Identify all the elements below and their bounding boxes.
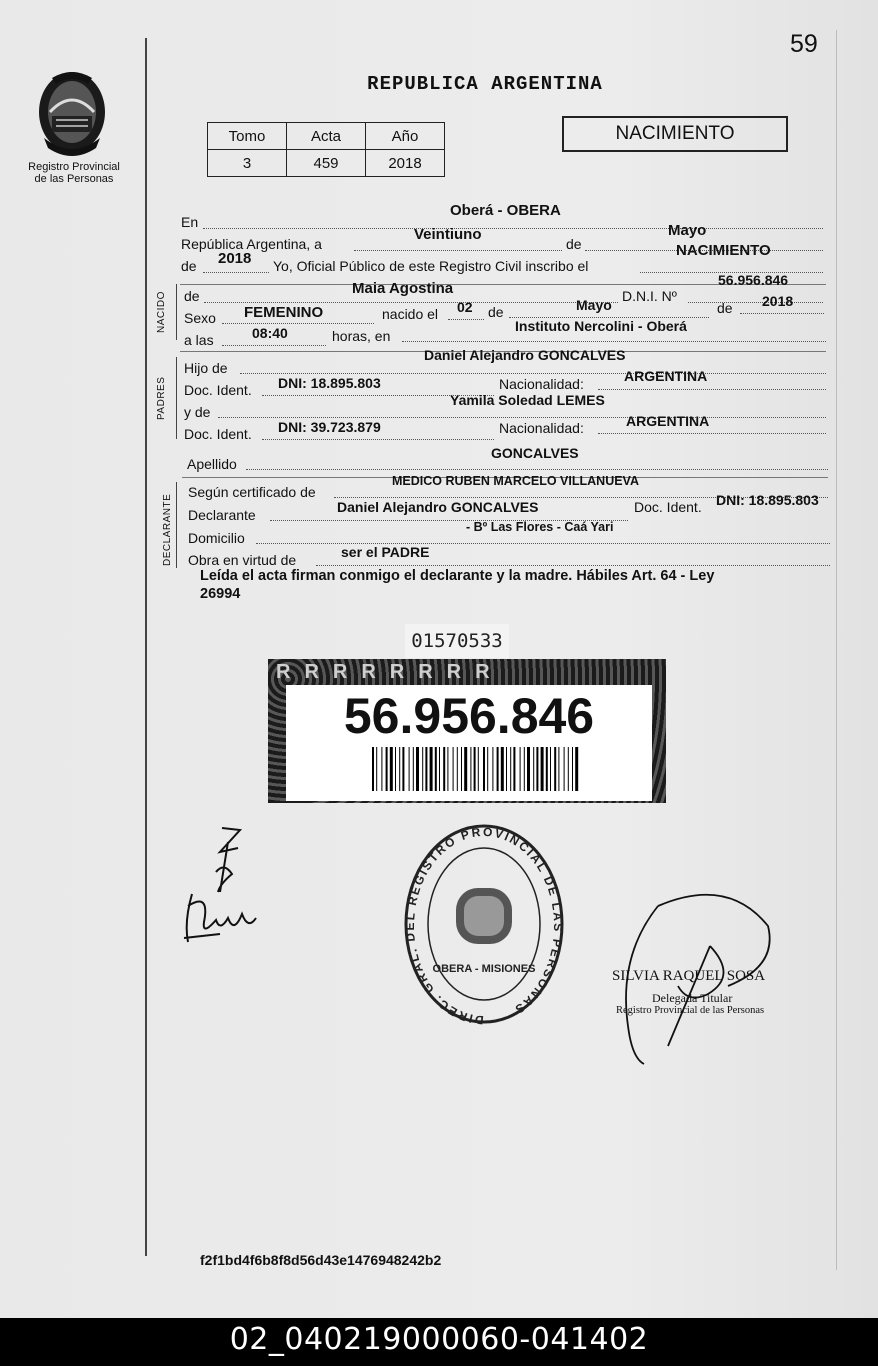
barcode	[372, 747, 582, 791]
acta-value: 459	[287, 150, 366, 177]
yo-text: Yo, Oficial Público de este Registro Civil inscribo el	[273, 258, 589, 274]
declarante-label: Declarante	[188, 507, 256, 523]
domicilio-label: Domicilio	[188, 530, 245, 546]
dotted-line	[203, 272, 269, 273]
de-label: de	[566, 236, 582, 252]
document-hash: f2f1bd4f6b8f8d56d43e1476948242b2	[200, 1252, 442, 1268]
section-bracket	[176, 482, 177, 568]
birth-month-value: Mayo	[576, 297, 612, 313]
nacido-el-label: nacido el	[382, 306, 439, 322]
serial-stamp: 01570533	[405, 624, 509, 658]
closing-note: Leída el acta firman conmigo el declarante y la madre. Hábiles Art. 64 - Ley 26994	[200, 568, 715, 602]
day-value: Veintiuno	[414, 226, 482, 243]
tomo-value: 3	[208, 150, 287, 177]
birth-place-value: Instituto Nercolini - Oberá	[515, 318, 687, 334]
a-las-label: a las	[184, 332, 214, 348]
dotted-line	[598, 433, 826, 434]
seal-inner-text: OBERA - MISIONES	[432, 963, 536, 975]
section-bracket	[176, 284, 177, 340]
nacionalidad-label: Nacionalidad:	[499, 376, 584, 392]
time-value: 08:40	[252, 325, 288, 341]
father-name-value: Daniel Alejandro GONCALVES	[424, 347, 626, 363]
child-dni-value: 56.956.846	[718, 272, 789, 288]
obra-label: Obra en virtud de	[188, 552, 297, 568]
acta-header: Acta	[287, 123, 366, 150]
official-title: Delegada Titular	[652, 991, 733, 1005]
child-name-value: Maia Agostina	[352, 280, 454, 297]
sticker-pattern-letters: RRRRRRRR	[276, 661, 504, 683]
doc-ident-label: Doc. Ident.	[634, 499, 702, 515]
provincial-crest-logo	[32, 68, 112, 160]
logo-caption: Registro Provincial de las Personas	[28, 161, 120, 185]
country-title: REPUBLICA ARGENTINA	[367, 73, 603, 95]
dotted-line	[246, 469, 828, 470]
footer-bar	[0, 1318, 878, 1366]
mother-nat-value: ARGENTINA	[626, 413, 710, 429]
hijo-label: Hijo de	[184, 360, 228, 376]
record-type-box: NACIMIENTO	[562, 116, 788, 152]
mother-name-value: Yamila Soledad LEMES	[450, 392, 605, 408]
declarante-side-label: DECLARANTE	[162, 493, 173, 566]
birth-day-value: 02	[457, 299, 473, 315]
tomo-header: Tomo	[208, 123, 287, 150]
apellido-value: GONCALVES	[491, 445, 579, 461]
nacido-de-label: de	[184, 288, 200, 304]
en-label: En	[181, 214, 199, 230]
dotted-line	[688, 302, 823, 303]
right-edge-line	[836, 30, 837, 1270]
dotted-line	[218, 417, 826, 418]
anio-value: 2018	[366, 150, 445, 177]
record-value: NACIMIENTO	[676, 242, 771, 259]
dotted-line	[222, 323, 374, 324]
dotted-line	[316, 565, 830, 566]
footer-code: 02_040219000060-041402	[229, 1322, 649, 1357]
margin-line	[145, 38, 147, 1256]
dotted-line	[354, 250, 562, 251]
capacity-value: ser el PADRE	[341, 544, 430, 560]
address-value: - Bº Las Flores - Caá Yari	[466, 520, 614, 534]
seal-ring-text: DIREC. GRAL. DEL REGISTRO PROVINCIAL DE LAS PERSONAS	[403, 824, 566, 1028]
sticker-dni-number: 56.956.846	[343, 688, 595, 744]
de2-label: de	[181, 258, 197, 274]
mother-doc-value: DNI: 39.723.879	[278, 419, 381, 435]
birth-year-value: 2018	[762, 293, 794, 309]
official-office: Registro Provincial de las Personas	[616, 1005, 765, 1016]
dotted-line	[598, 389, 826, 390]
nacionalidad-label-2: Nacionalidad:	[499, 420, 584, 436]
apellido-label: Apellido	[187, 456, 237, 472]
father-doc-value: DNI: 18.895.803	[278, 375, 381, 391]
certificado-label: Según certificado de	[188, 484, 316, 500]
dotted-line	[204, 302, 618, 303]
republica-label: República Argentina, a	[181, 236, 322, 252]
official-seal	[400, 820, 568, 1030]
father-nat-value: ARGENTINA	[624, 368, 708, 384]
sexo-label: Sexo	[184, 310, 216, 326]
certifier-value: MEDICO RUBEN MARCELO VILLANUEVA	[392, 474, 639, 488]
registry-table	[207, 122, 445, 177]
declarant-signature	[180, 822, 270, 952]
year-value: 2018	[218, 250, 252, 267]
de-label-3: de	[717, 300, 733, 316]
place-value: Oberá - OBERA	[450, 202, 561, 219]
declarant-doc-value: DNI: 18.895.803	[716, 492, 819, 508]
declarant-value: Daniel Alejandro GONCALVES	[337, 499, 539, 515]
dni-label: D.N.I. Nº	[622, 288, 677, 304]
dotted-line	[262, 439, 494, 440]
official-name: SILVIA RAQUEL SOSA	[612, 968, 766, 984]
padres-side-label: PADRES	[156, 376, 167, 420]
dotted-line	[740, 313, 824, 314]
de-label-2: de	[488, 304, 504, 320]
dotted-line	[402, 341, 826, 342]
doc-label: Doc. Ident.	[184, 382, 252, 398]
anio-header: Año	[366, 123, 445, 150]
dotted-line	[240, 373, 826, 374]
y-de-label: y de	[184, 404, 211, 420]
dni-sticker	[268, 659, 666, 803]
month-value: Mayo	[668, 222, 707, 239]
doc-label-2: Doc. Ident.	[184, 426, 252, 442]
dotted-line	[222, 345, 326, 346]
horas-label: horas, en	[332, 328, 391, 344]
page-number: 59	[790, 30, 818, 58]
dotted-line	[203, 228, 823, 229]
sticker-label	[286, 685, 652, 801]
sex-value: FEMENINO	[244, 304, 324, 321]
section-bracket	[176, 357, 177, 439]
nacido-side-label: NACIDO	[156, 291, 167, 333]
dotted-line	[448, 319, 484, 320]
